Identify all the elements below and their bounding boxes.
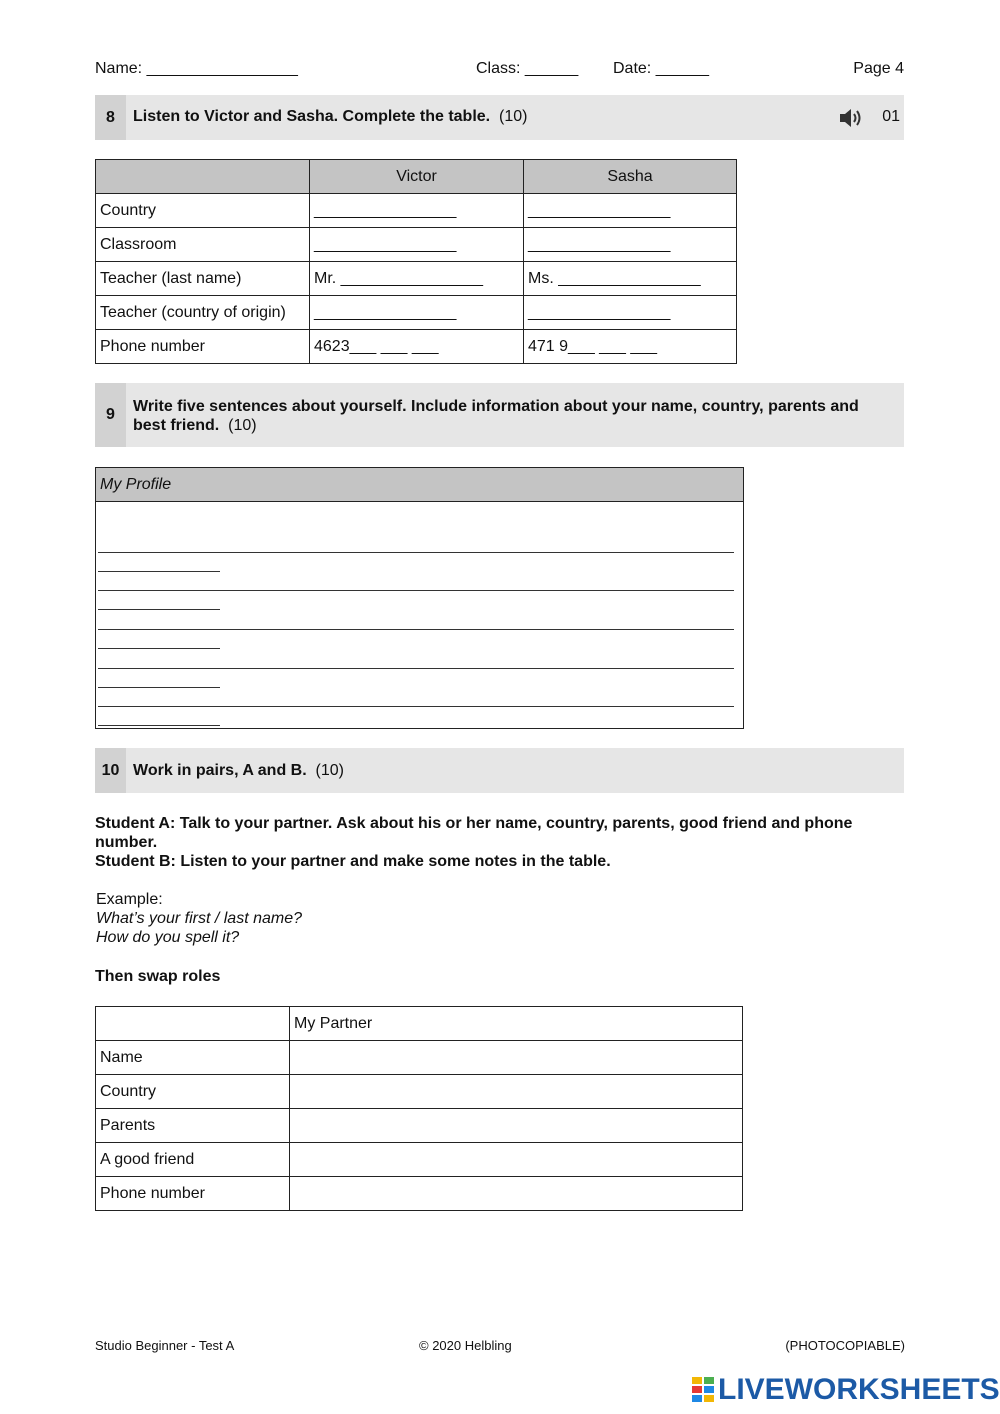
table-header-cell: Victor — [310, 160, 524, 194]
table-row — [96, 1109, 743, 1143]
exercise-points: (10) — [315, 762, 344, 779]
row-label: Classroom — [96, 228, 310, 262]
audio-track-number: 01 — [882, 108, 900, 125]
row-label: Phone number — [96, 1177, 290, 1211]
table-row — [96, 1143, 743, 1177]
exercise-title-line: Write five sentences about yourself. Include information about your name, country, parents and — [133, 398, 859, 415]
writing-line[interactable] — [98, 725, 220, 726]
liveworksheets-logo-text: LIVEWORKSHEETS — [718, 1373, 1000, 1406]
exercise-title-text: Work in pairs, A and B. — [133, 762, 307, 779]
writing-line[interactable] — [98, 590, 734, 591]
example-block — [96, 890, 302, 947]
student-a-instruction: Student A: Talk to your partner. Ask about his or her name, country, parents, good friend and phone — [95, 815, 853, 832]
answer-blank[interactable]: ________________ — [310, 194, 524, 228]
answer-blank[interactable]: 4623___ ___ ___ — [310, 330, 524, 364]
row-label: Name — [96, 1041, 290, 1075]
table-row — [96, 296, 737, 330]
exercise-9-header — [95, 383, 904, 447]
student-b-instruction: Student B: Listen to your partner and make some notes in the table. — [95, 853, 611, 870]
speaker-icon[interactable] — [838, 106, 864, 135]
row-label: A good friend — [96, 1143, 290, 1177]
date-field: Date: ______ — [613, 60, 710, 77]
answer-blank[interactable]: Ms. ________________ — [524, 262, 737, 296]
name-field: Name: _________________ — [95, 60, 298, 77]
table-header-cell — [96, 1007, 290, 1041]
table-row — [96, 1177, 743, 1211]
student-a-instruction-cont: number. — [95, 834, 158, 851]
row-label: Country — [96, 1075, 290, 1109]
table-header-cell: My Partner — [290, 1007, 743, 1041]
table-row — [96, 330, 737, 364]
table-row — [96, 1075, 743, 1109]
exercise-title-line — [133, 416, 859, 435]
exercise-points: (10) — [499, 108, 528, 125]
partner-table — [95, 1006, 743, 1211]
example-question: What’s your first / last name? — [96, 910, 302, 927]
exercise-title — [133, 762, 344, 780]
profile-box-title: My Profile — [96, 468, 743, 502]
answer-blank[interactable]: ________________ — [524, 194, 737, 228]
table-header-cell — [96, 160, 310, 194]
writing-line[interactable] — [98, 609, 220, 610]
answer-cell[interactable] — [290, 1177, 743, 1211]
exercise-number: 8 — [95, 95, 126, 140]
exercise-title — [133, 397, 859, 435]
row-label: Teacher (country of origin) — [96, 296, 310, 330]
exercise-points: (10) — [228, 417, 257, 434]
answer-blank[interactable]: ________________ — [310, 228, 524, 262]
table-header-cell: Sasha — [524, 160, 737, 194]
page-number: Page 4 — [853, 60, 904, 77]
footer-copyright: © 2020 Helbling — [419, 1338, 512, 1353]
answer-cell[interactable] — [290, 1109, 743, 1143]
table-row — [96, 262, 737, 296]
answer-cell[interactable] — [290, 1075, 743, 1109]
exercise-title-text: best friend. — [133, 417, 220, 434]
writing-line[interactable] — [98, 706, 734, 707]
swap-roles-note: Then swap roles — [95, 968, 221, 985]
writing-line[interactable] — [98, 629, 734, 630]
answer-blank[interactable]: ________________ — [524, 296, 737, 330]
writing-line[interactable] — [98, 571, 220, 572]
liveworksheets-logo-icon — [692, 1377, 716, 1403]
exercise-8-header — [95, 95, 904, 140]
exercise-title — [133, 108, 527, 126]
exercise-10-header — [95, 748, 904, 793]
example-label: Example: — [96, 891, 163, 908]
answer-blank[interactable]: ________________ — [524, 228, 737, 262]
answer-cell[interactable] — [290, 1143, 743, 1177]
answer-blank[interactable]: Mr. ________________ — [310, 262, 524, 296]
table-row — [96, 194, 737, 228]
writing-line[interactable] — [98, 552, 734, 553]
class-field: Class: ______ — [476, 60, 579, 77]
answer-cell[interactable] — [290, 1041, 743, 1075]
answer-blank[interactable]: ________________ — [310, 296, 524, 330]
writing-line[interactable] — [98, 648, 220, 649]
exercise-title-text: Listen to Victor and Sasha. Complete the table. — [133, 108, 491, 125]
exercise-8-table — [95, 159, 737, 364]
row-label: Parents — [96, 1109, 290, 1143]
table-header-row — [96, 1007, 743, 1041]
row-label: Phone number — [96, 330, 310, 364]
example-question: How do you spell it? — [96, 929, 240, 946]
row-label: Country — [96, 194, 310, 228]
footer-left: Studio Beginner - Test A — [95, 1338, 235, 1353]
table-header-row — [96, 160, 737, 194]
table-row — [96, 1041, 743, 1075]
writing-line[interactable] — [98, 687, 220, 688]
row-label: Teacher (last name) — [96, 262, 310, 296]
exercise-number: 10 — [95, 748, 126, 793]
footer-right: (PHOTOCOPIABLE) — [785, 1338, 905, 1353]
table-row — [96, 228, 737, 262]
profile-box — [95, 467, 744, 729]
instructions — [95, 814, 910, 871]
answer-blank[interactable]: 471 9___ ___ ___ — [524, 330, 737, 364]
writing-line[interactable] — [98, 668, 734, 669]
liveworksheets-logo[interactable] — [692, 1373, 1000, 1406]
exercise-number: 9 — [95, 383, 126, 447]
